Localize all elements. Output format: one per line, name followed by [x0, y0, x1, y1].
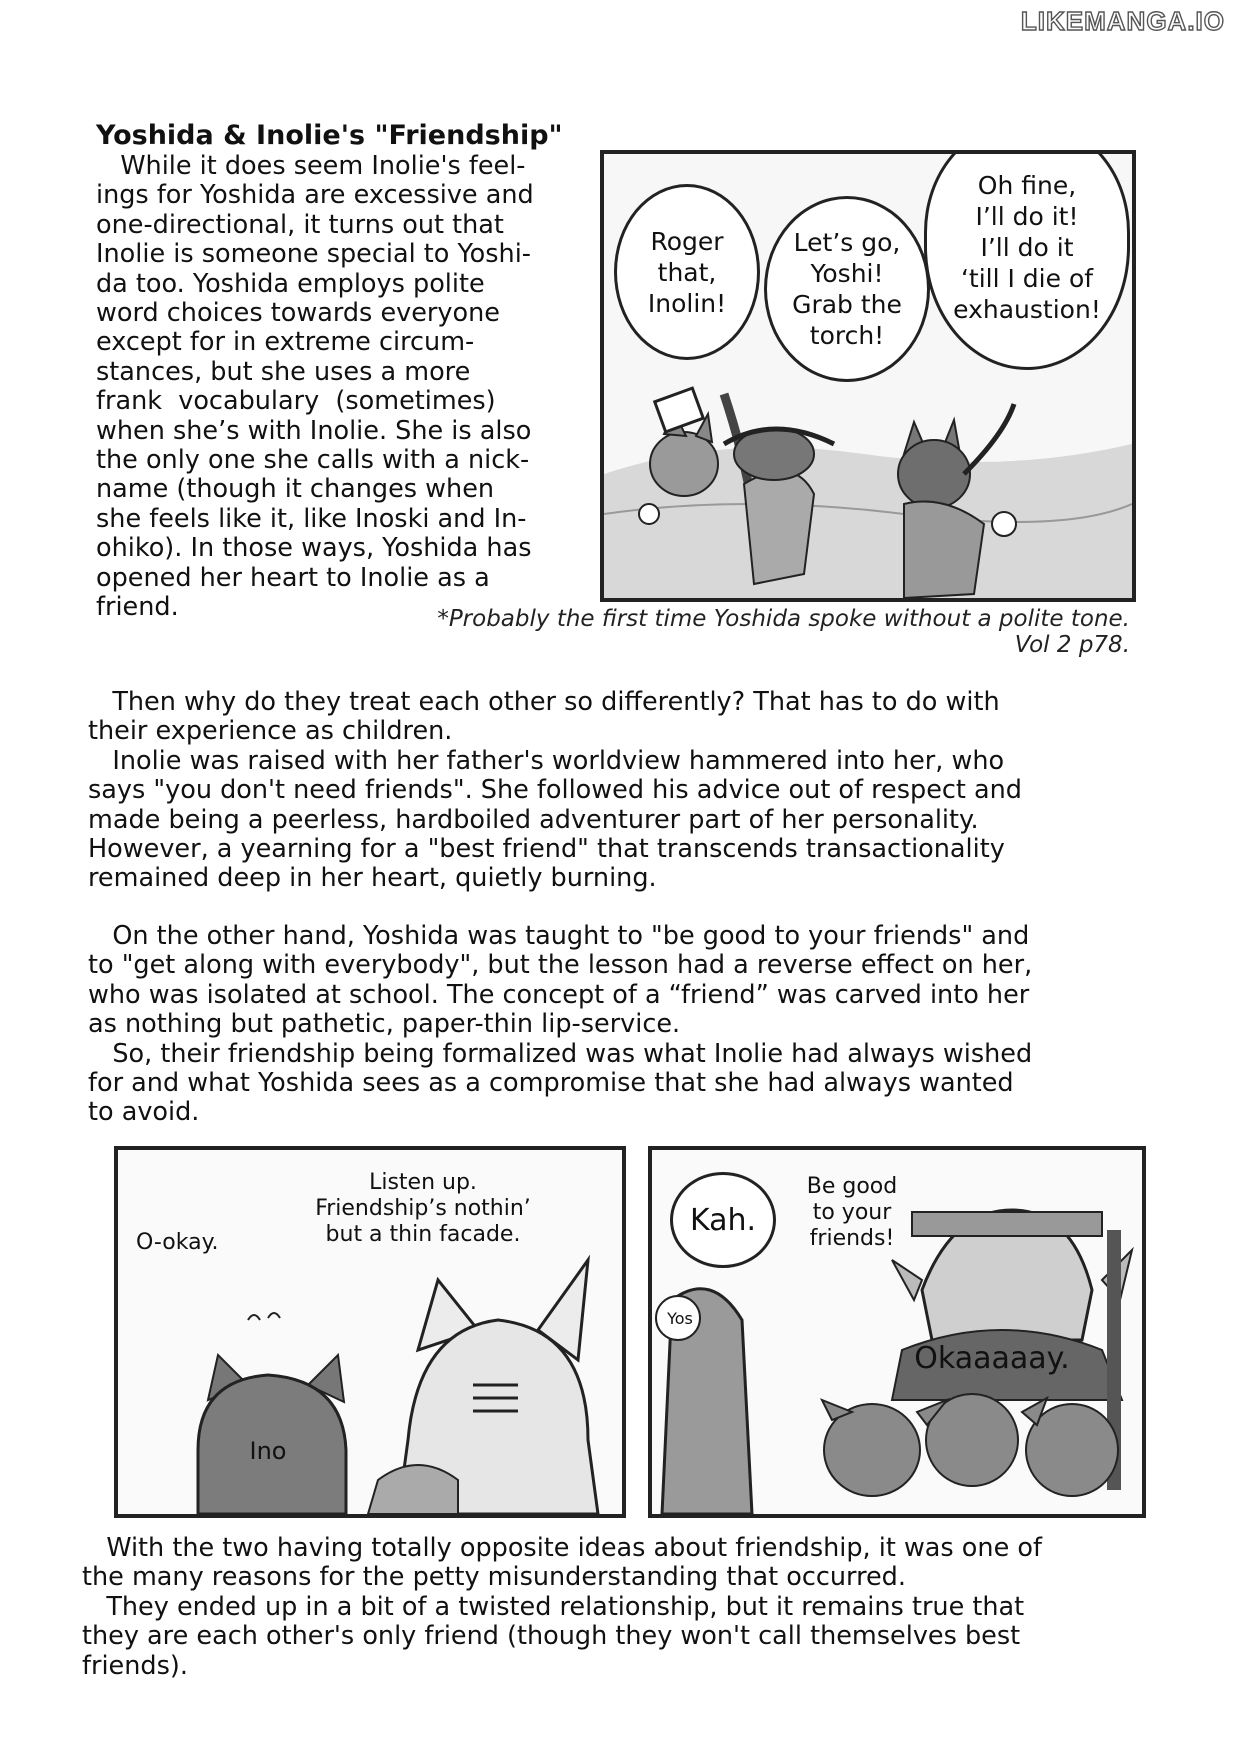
caption-yos: Yos — [667, 1309, 693, 1328]
intro-line: she feels like it, like Inoski and In- — [96, 503, 527, 534]
paragraph-line: made being a peerless, hardboiled adventurer part of her personality. — [88, 804, 979, 835]
caption-ino: Ino — [249, 1437, 287, 1465]
intro-text — [96, 152, 596, 623]
caption-okay: O-okay. — [136, 1230, 219, 1255]
paragraph-line: who was isolated at school. The concept of a “friend” was carved into her — [88, 979, 1030, 1010]
comic-panel-3 — [648, 1146, 1146, 1518]
intro-line: when she’s with Inolie. She is also — [96, 415, 532, 446]
paragraph-line: says "you don't need friends". She followed his advice out of respect and — [88, 775, 1022, 806]
paragraph-line: Then why do they treat each other so differently? That has to do with — [88, 687, 1000, 717]
paragraph-line: With the two having totally opposite ideas about friendship, it was one of — [82, 1533, 1042, 1563]
paragraph-line: the many reasons for the petty misunderstanding that occurred. — [82, 1562, 906, 1593]
sidebar-title: Yoshida & Inolie's "Friendship" — [96, 120, 563, 151]
intro-line: name (though it changes when — [96, 474, 495, 505]
paragraph-childhood — [88, 688, 1128, 894]
paragraph-line: Inolie was raised with her father's worldview hammered into her, who — [88, 745, 1005, 776]
paragraph-yoshida — [88, 922, 1128, 1128]
paragraph-conclusion — [82, 1534, 1122, 1681]
paragraph-line: to avoid. — [88, 1097, 200, 1128]
footnote — [250, 606, 1130, 658]
intro-line: da too. Yoshida employs polite — [96, 268, 485, 299]
paragraph-line: as nothing but pathetic, paper-thin lip-service. — [88, 1009, 681, 1040]
intro-line: opened her heart to Inolie as a — [96, 562, 490, 593]
paragraph-line: for and what Yoshida sees as a compromise that she had always wanted — [88, 1068, 1014, 1099]
footnote-ref: Vol 2 p78. — [1014, 632, 1130, 658]
caption-be-good: Be good to your friends! — [806, 1174, 898, 1251]
speech-bubble-lets-go: Let’s go, Yoshi! Grab the torch! — [764, 196, 930, 382]
intro-line: ings for Yoshida are excessive and — [96, 180, 534, 211]
speech-bubble-kah: Kah. — [670, 1172, 776, 1268]
intro-line: word choices towards everyone — [96, 298, 500, 329]
paragraph-line: to "get along with everybody", but the lesson had a reverse effect on her, — [88, 950, 1033, 981]
paragraph-line: They ended up in a bit of a twisted relationship, but it remains true that — [82, 1591, 1025, 1622]
comic-panel-1 — [600, 150, 1136, 602]
footnote-line: *Probably the first time Yoshida spoke without a polite tone. — [437, 606, 1130, 632]
speech-bubble-oh-fine: Oh fine, I’ll do it! I’ll do it ‘till I die of exhaustion! — [924, 150, 1130, 370]
intro-line: stances, but she uses a more — [96, 356, 471, 387]
intro-line: the only one she calls with a nick- — [96, 445, 530, 476]
paragraph-line: their experience as children. — [88, 716, 453, 747]
intro-line: one-directional, it turns out that — [96, 209, 504, 240]
caption-okaaay: Okaaaaay. — [914, 1341, 1070, 1376]
intro-line: friend. — [96, 592, 179, 623]
comic-panel-2 — [114, 1146, 626, 1518]
intro-line: ohiko). In those ways, Yoshida has — [96, 533, 532, 564]
paragraph-line: However, a yearning for a "best friend" that transcends transactionality — [88, 834, 1005, 865]
paragraph-line: remained deep in her heart, quietly burning. — [88, 863, 657, 894]
caption-listen-up: Listen up. Friendship’s nothin’ but a thin facade. — [315, 1170, 531, 1247]
watermark: LIKEMANGA.IO — [1020, 6, 1225, 36]
intro-line: While it does seem Inolie's feel- — [96, 151, 526, 181]
intro-line: Inolie is someone special to Yoshi- — [96, 239, 532, 270]
paragraph-line: So, their friendship being formalized was what Inolie had always wished — [88, 1038, 1033, 1069]
speech-bubble-roger: Roger that, Inolin! — [614, 184, 760, 360]
paragraph-line: On the other hand, Yoshida was taught to "be good to your friends" and — [88, 921, 1030, 951]
intro-line: frank vocabulary (sometimes) — [96, 386, 496, 417]
intro-line: except for in extreme circum- — [96, 327, 475, 358]
paragraph-line: friends). — [82, 1650, 188, 1681]
paragraph-line: they are each other's only friend (though they won't call themselves best — [82, 1621, 1021, 1652]
